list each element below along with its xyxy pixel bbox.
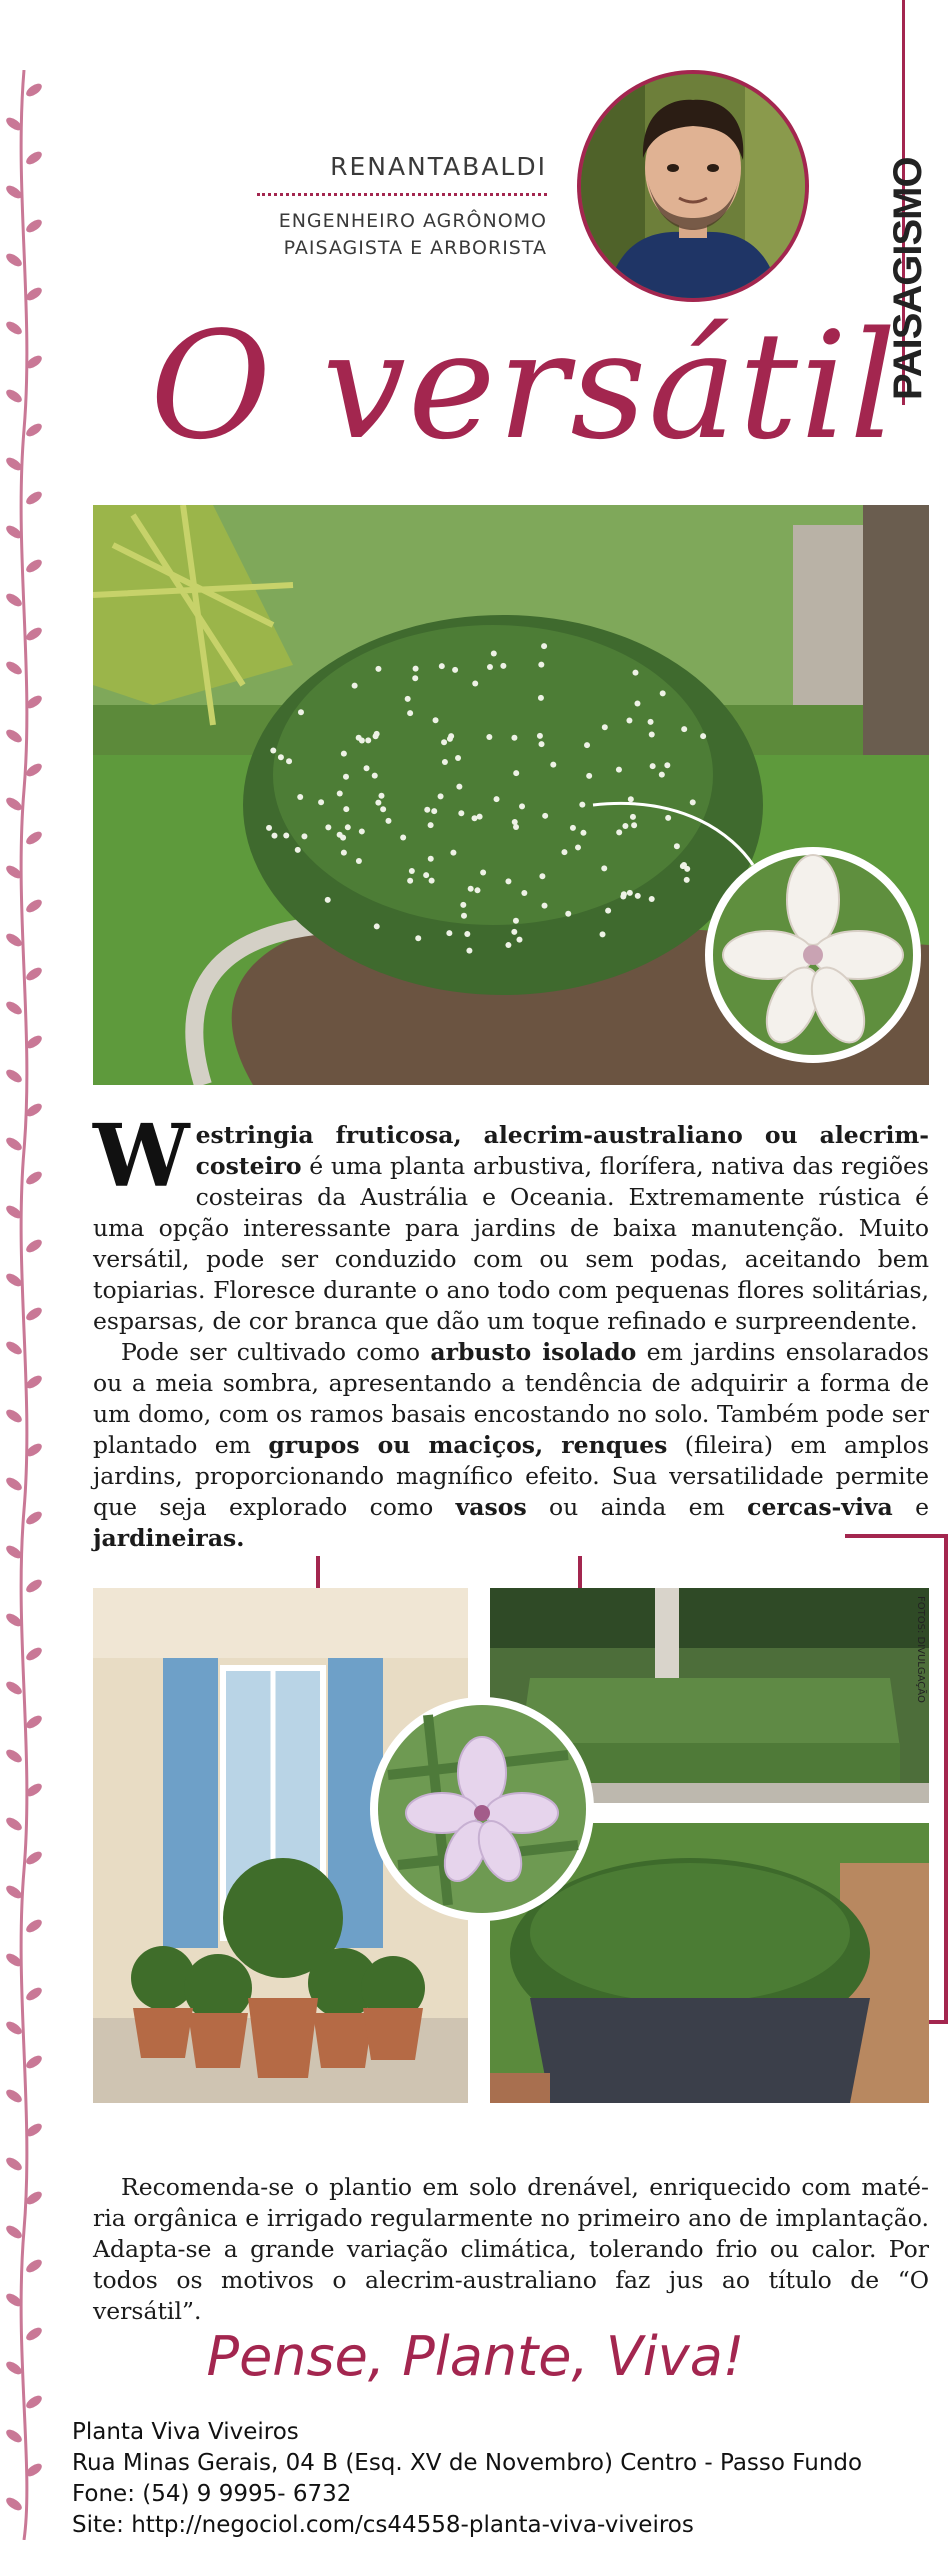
photo-credit: FOTOS: DIVULGAÇÃO xyxy=(915,1596,926,1703)
closing-paragraph: Recomenda-se o plantio em solo drenável, enriquecido com matéria orgânica e irrigado regularmente no primeiro ano de implantação. Adapta-se a grande variação climática, tolerando frio ou calor. Por todos os motivos o alecrim-australiano faz jus ao título de “O versátil”. xyxy=(93,2172,929,2325)
author-divider xyxy=(257,193,547,196)
author-role-1: ENGENHEIRO AGRÔNOMO xyxy=(278,210,547,232)
term-grupos: grupos ou maciços, renques xyxy=(268,1431,668,1459)
hero-photo-westringia-shrub xyxy=(93,505,929,1085)
paragraph-1 xyxy=(93,1106,929,1337)
author-portrait xyxy=(575,68,811,304)
author-block xyxy=(257,152,547,262)
slogan: Pense, Plante, Viva! xyxy=(206,2325,745,2388)
author-name: RENANTABALDI xyxy=(330,152,547,181)
article-body xyxy=(93,1106,930,1554)
section-title: PAISAGISMO xyxy=(886,157,930,400)
footer-company: Planta Viva Viveiros xyxy=(72,2419,299,2445)
term-cercas-viva: cercas-viva xyxy=(747,1493,893,1521)
term-jardineiras: jardineiras. xyxy=(93,1524,245,1552)
vine-border-decoration xyxy=(4,70,44,2540)
footer-phone: Fone: (54) 9 9995- 6732 xyxy=(72,2481,352,2507)
author-role-2: PAISAGISTA E ARBORISTA xyxy=(283,237,547,259)
footer-contact xyxy=(72,2417,862,2541)
footer-site[interactable]: Site: http://negociol.com/cs44558-planta-viva-viveiros xyxy=(72,2512,694,2538)
drop-cap: W xyxy=(93,1106,190,1207)
term-vasos: vasos xyxy=(455,1493,527,1521)
article-title: O versátil xyxy=(150,300,899,472)
paragraph-1-text: é uma planta arbustiva, florífera, nativa das regiões costeiras da Austrália e Oceania. Extremamente rústica é uma opção interessante para jardins de baixa manutenção. Muito versátil, pode ser conduzido com ou sem podas, aceitando bem topiarias. Floresce durante o ano todo com pequenas flores solitárias, esparsas, de cor branca que dão um toque refinado e surpreendente. xyxy=(93,1152,929,1335)
paragraph-2: Pode ser cultivado como arbusto isolado em jardins ensolarados ou a meia sombra, apresentando a tendência de adquirir a forma de um domo, com os ramos basais encostando no solo. Também pode ser plantado em grupos ou maciços, renques (fileira) em amplos jardins, proporcionando magnífico efeito. Sua versatilidade permite que seja explorado como vasos ou ainda em cercas-viva e jardineiras. xyxy=(93,1338,930,1552)
photo-flower-closeup xyxy=(368,1695,596,1923)
footer-address: Rua Minas Gerais, 04 B (Esq. XV de Novembro) Centro - Passo Fundo xyxy=(72,2450,863,2476)
term-arbusto-isolado: arbusto isolado xyxy=(430,1338,637,1366)
species-name: estringia fruticosa, alecrim-australiano ou alecrim-costeiro xyxy=(195,1121,929,1180)
